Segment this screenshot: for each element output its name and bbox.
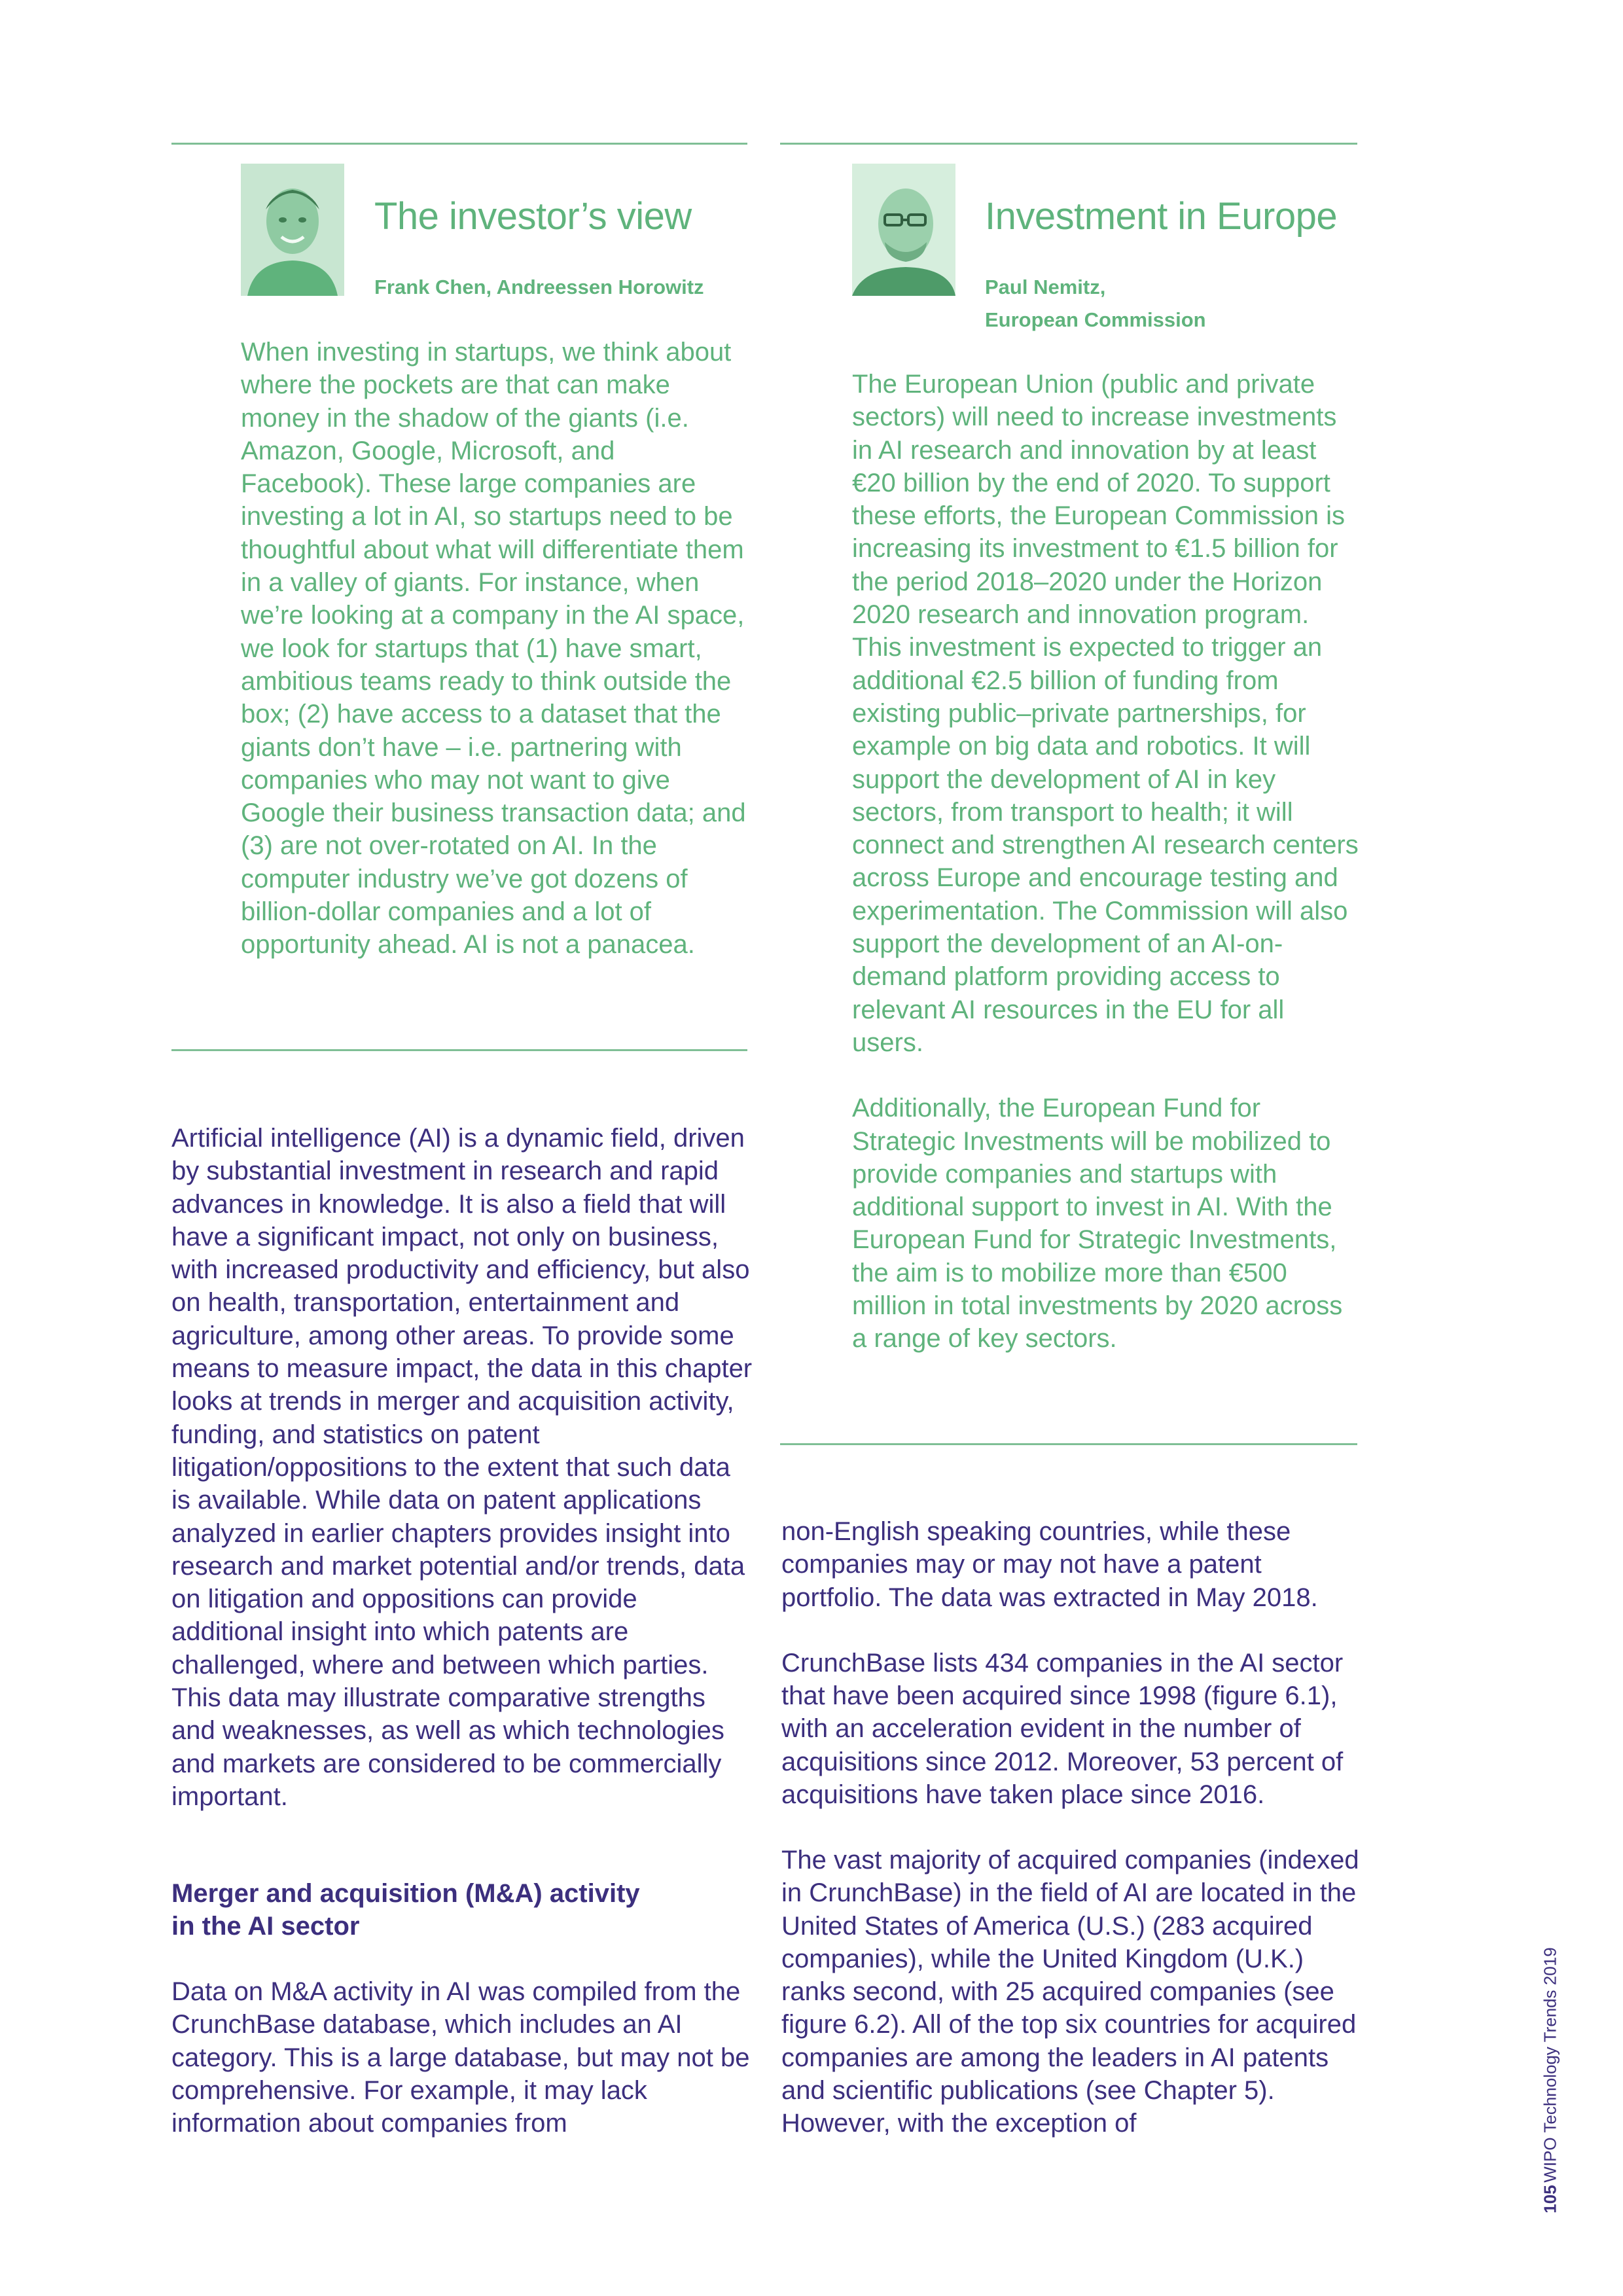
page-number: 105: [1540, 2185, 1560, 2214]
section-heading-line-2: in the AI sector: [171, 1912, 360, 1941]
ma-text: Data on M&A activity in AI was compiled from the CrunchBase database, which includes an AI category. This is a large database, but may not be comprehensive. For example, it may lack information about companies from: [171, 1977, 750, 2138]
europe-box-author-org: European Commission: [985, 308, 1206, 331]
publication-footer: [1542, 1921, 1559, 2209]
investor-box-paragraph: When investing in startups, we think about where the pockets are that can make money in the shadow of the giants (i.e. Amazon, Google, Microsoft, and Facebook). These large companies are investing a lot in AI, so startups need to be thoughtful about what will differentiate them in a valley of giants. For instance, when we’re looking at a company in the AI space, we look for startups that (1) have smart, ambitious teams ready to think outside the box; (2) have access to a dataset that the giants don’t have – i.e. partnering with companies who may not want to give Google their business transaction data; and (3) are not over-rotated on AI. In the computer industry we’ve got dozens of billion-dollar companies and a lot of opportunity ahead. AI is not a panacea.: [241, 338, 746, 960]
europe-box-paragraph-2: Additionally, the European Fund for Strategic Investments will be mobilized to provide companies and startups with additional support to invest in AI. With the European Fund for Strategic Investments, the aim is to mobilize more than €500 million in total investments by 2020 across a range of key sectors.: [852, 1094, 1343, 1354]
intro-text: Artificial intelligence (AI) is a dynamic field, driven by substantial investment in research and rapid advances in knowledge. It is also a field that will have a significant impact, not only on business, with increased productivity and efficiency, but also on health, transportation, entertainment and agriculture, among other areas. To provide some means to measure impact, the data in this chapter looks at trends in merger and acquisition activity, funding, and statistics on patent litigation/oppositions to the extent that such data is available. While data on patent applications analyzed in earlier chapters provides insight into research and market potential and/or trends, data on litigation and oppositions can provide additional insight into which patents are challenged, where and between which parties. This data may illustrate comparative strengths and weaknesses, as well as which technologies and markets are considered to be commercially important.: [171, 1124, 753, 1811]
publication-title: WIPO Technology Trends 2019: [1540, 1947, 1560, 2183]
page-number-container: [1542, 2179, 1559, 2219]
section-heading: [171, 1877, 755, 1943]
ma-paragraph: [171, 1975, 755, 2140]
majority-block: [781, 1844, 1367, 2140]
investor-box-text: [241, 336, 751, 961]
portrait-icon: [241, 164, 344, 296]
investor-box-bottom-rule: [171, 1049, 747, 1051]
europe-box-text: [852, 368, 1363, 1355]
box-top-rule-left: [171, 143, 747, 145]
continued-paragraph: non-English speaking countries, while these companies may or may not have a patent portfolio. The data was extracted in May 2018.: [781, 1517, 1318, 1612]
box-top-rule-right: [780, 143, 1357, 145]
europe-box-author-name: Paul Nemitz,: [985, 276, 1106, 298]
investor-box-title: The investor’s view: [374, 195, 692, 238]
right-column-text: [781, 1515, 1367, 1811]
europe-box-bottom-rule: [780, 1443, 1357, 1445]
investor-box-author: Frank Chen, Andreessen Horowitz: [374, 276, 704, 298]
europe-box-title: Investment in Europe: [985, 195, 1338, 238]
crunchbase-paragraph: CrunchBase lists 434 companies in the AI sector that have been acquired since 1998 (figure 6.1), with an acceleration evident in the number of acquisitions since 2012. Moreover, 53 percent of acquisitions have taken place since 2016.: [781, 1648, 1344, 1810]
europe-box-paragraph-1: The European Union (public and private sectors) will need to increase investments in AI research and innovation by at least €20 billion by the end of 2020. To support these efforts, the European Commission is increasing its investment to €1.5 billion for the period 2018–2020 under the Horizon 2020 research and innovation program. This investment is expected to trigger an additional €2.5 billion of funding from existing public–private partnerships, for example on big data and robotics. It will support the development of AI in key sectors, from transport to health; it will connect and strengthen AI research centers across Europe and encourage testing and experimentation. The Commission will also support the development of an AI-on-demand platform providing access to relevant AI resources in the EU for all users.: [852, 370, 1359, 1057]
frank-chen-photo: [241, 164, 344, 296]
section-heading-line-1: Merger and acquisition (M&A) activity: [171, 1879, 640, 1908]
paul-nemitz-photo: [852, 164, 955, 296]
portrait-icon: [852, 164, 955, 296]
intro-paragraph: [171, 1122, 755, 1813]
majority-paragraph: The vast majority of acquired companies (indexed in CrunchBase) in the field of AI are located in the United States of America (U.S.) (283 acquired companies), while the United Kingdom (U.K.) ranks second, with 25 acquired companies (see figure 6.2). All of the top six countries for acquired companies are among the leaders in AI patents and scientific publications (see Chapter 5). However, with the exception of: [781, 1846, 1359, 2138]
